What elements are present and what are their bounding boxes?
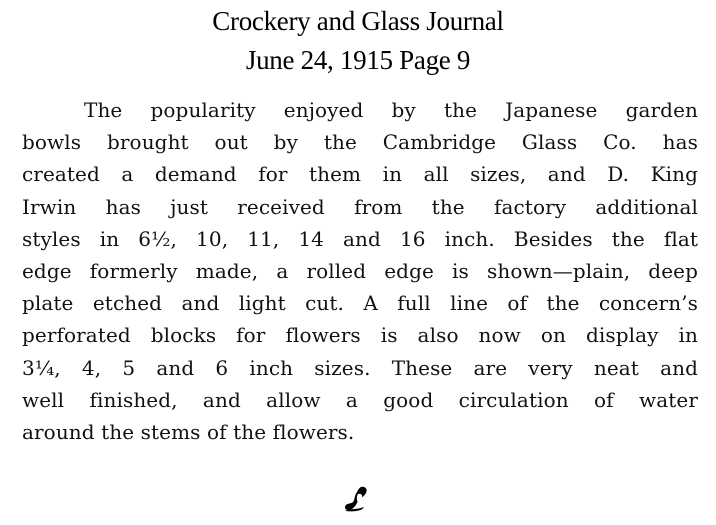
issue-date-page: June 24, 1915 Page 9 (245, 45, 471, 75)
article-line: perforated blocks for flowers is also now on display in (22, 323, 698, 348)
article-line: created a demand for them in all sizes, and D. King (22, 162, 698, 187)
article-line: edge formerly made, a rolled edge is shown—plain, deep (22, 258, 698, 283)
article-line: styles in 6½, 10, 11, 14 and 16 inch. Besides the flat (22, 226, 698, 251)
article-line: well finished, and allow a good circulation of water (22, 387, 698, 412)
article-line: Irwin has just received from the factory additional (22, 194, 698, 219)
ornament-icon (342, 484, 370, 514)
article-line: 3¼, 4, 5 and 6 inch sizes. These are very neat and (22, 355, 698, 380)
article-body (22, 94, 698, 448)
article-line: around the stems of the flowers. (22, 419, 355, 444)
article-line: bowls brought out by the Cambridge Glass Co. has (22, 130, 698, 155)
article-line: plate etched and light cut. A full line of the concern’s (22, 291, 698, 316)
article-line: The popularity enjoyed by the Japanese garden (84, 98, 698, 122)
publication-title: Crockery and Glass Journal (212, 6, 504, 36)
